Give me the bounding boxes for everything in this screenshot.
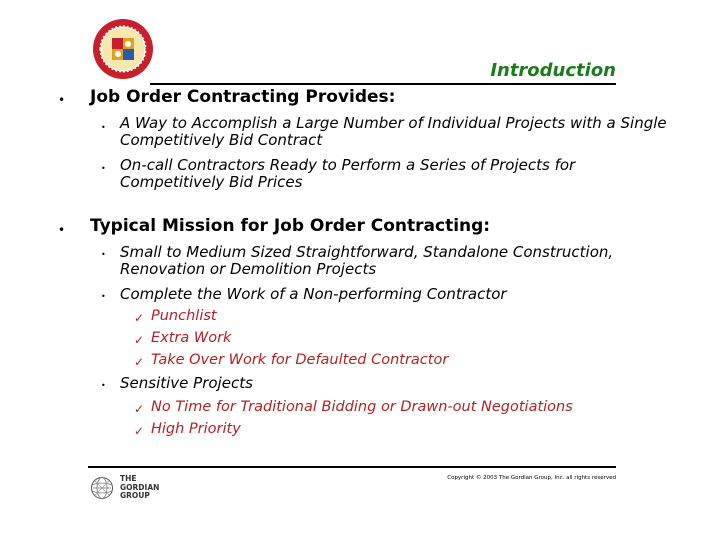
logo-line: GORDIAN	[120, 482, 160, 492]
sub-item: Take Over Work for Defaulted Contractor	[151, 352, 449, 368]
sub-item: No Time for Traditional Bidding or Drawn-out Negotiations	[151, 399, 573, 415]
bullet-dot-icon: •	[101, 250, 106, 259]
bullet-dot-icon: •	[58, 223, 66, 237]
section-title: Introduction	[490, 60, 616, 81]
gordian-logo-text	[120, 475, 159, 501]
sub-item: High Priority	[151, 421, 241, 437]
bullet-item: Small to Medium Sized Straightforward, Standalone Construction, Renovation or Demolition Projects	[120, 243, 614, 278]
checkmark-icon: ✓	[134, 424, 145, 438]
bullet-item: A Way to Accomplish a Large Number of Individual Projects with a Single Competitively Bid Contract	[120, 114, 667, 149]
logo-line: GROUP	[120, 491, 150, 500]
bullet-dot-icon: •	[58, 93, 66, 107]
bullet-dot-icon: •	[101, 123, 106, 132]
bullet-item: Sensitive Projects	[120, 374, 253, 392]
copyright-text: Copyright © 2003 The Gordian Group, Inc. all rights reserved	[447, 475, 616, 481]
bullet-item: On-call Contractors Ready to Perform a Series of Projects for Competitively Bid Prices	[120, 156, 576, 191]
bullet-dot-icon: •	[101, 292, 106, 301]
section-heading: Job Order Contracting Provides:	[90, 87, 396, 107]
bullet-item: Complete the Work of a Non-performing Contractor	[120, 285, 507, 303]
bullet-dot-icon: •	[101, 381, 106, 390]
city-seal-icon	[92, 18, 154, 80]
logo-line: THE	[120, 474, 137, 483]
sub-item: Extra Work	[151, 330, 232, 346]
footer-divider	[88, 466, 616, 468]
checkmark-icon: ✓	[134, 333, 145, 347]
globe-logo-icon	[90, 476, 114, 500]
bullet-dot-icon: •	[101, 164, 106, 173]
checkmark-icon: ✓	[134, 311, 145, 325]
title-divider	[150, 83, 616, 85]
checkmark-icon: ✓	[134, 402, 145, 416]
sub-item: Punchlist	[151, 308, 217, 324]
checkmark-icon: ✓	[134, 355, 145, 369]
section-heading: Typical Mission for Job Order Contracting:	[90, 216, 491, 236]
